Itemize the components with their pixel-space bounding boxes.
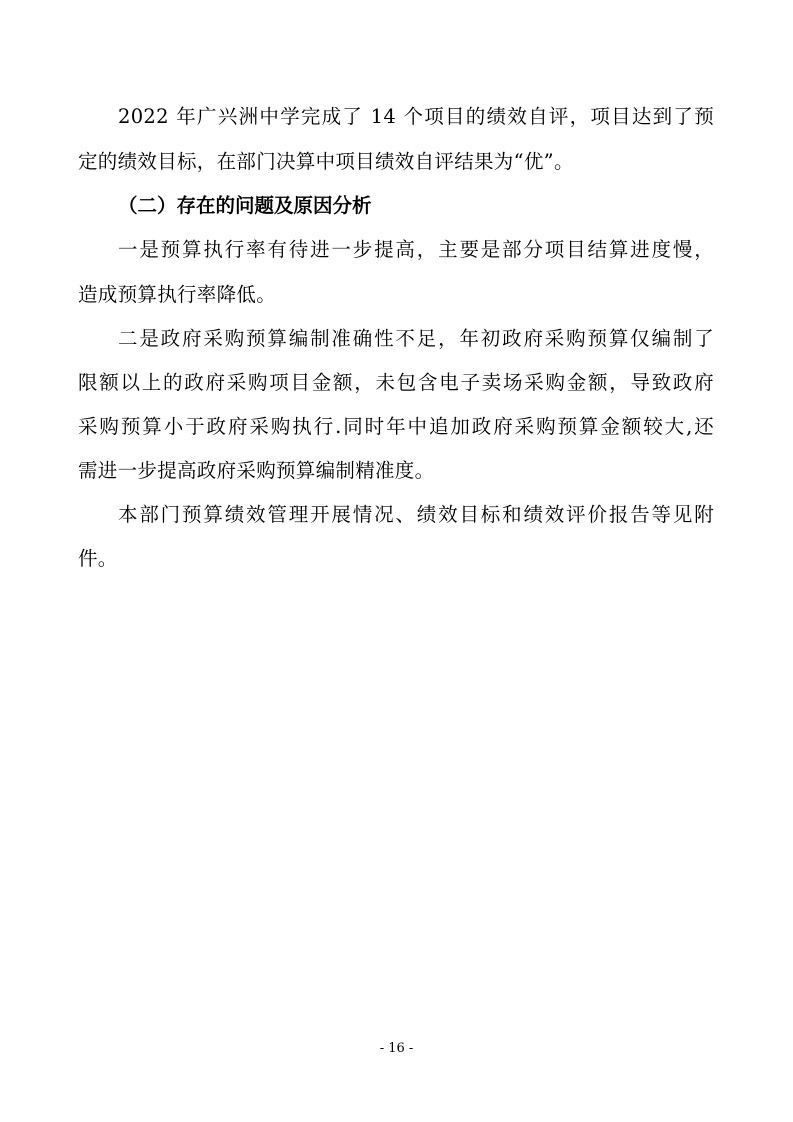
paragraph-2-line-1: 一是预算执行率有待进一步提高，主要是部分项目结算进度慢， <box>118 238 714 261</box>
section-heading: （二）存在的问题及原因分析 <box>118 194 372 217</box>
paragraph-4-line-2: 件。 <box>78 547 118 570</box>
paragraph-1-line-2: 定的绩效目标，在部门决算中项目绩效自评结果为“优”。 <box>78 150 574 173</box>
paragraph-3-line-4: 需进一步提高政府采购预算编制精准度。 <box>78 459 435 482</box>
paragraph-3-line-1: 二是政府采购预算编制准确性不足，年初政府采购预算仅编制了 <box>118 327 714 350</box>
paragraph-3-line-2: 限额以上的政府采购项目金额，未包含电子卖场采购金额，导致政府 <box>78 371 714 394</box>
paragraph-3-line-3: 采购预算小于政府采购执行.同时年中追加政府采购预算金额较大,还 <box>78 415 714 438</box>
page-number: - 16 - <box>379 1041 414 1056</box>
paragraph-1-line-1: 2022 年广兴洲中学完成了 14 个项目的绩效自评，项目达到了预 <box>118 105 714 128</box>
paragraph-4-line-1: 本部门预算绩效管理开展情况、绩效目标和绩效评价报告等见附 <box>118 503 714 526</box>
paragraph-2-line-2: 造成预算执行率降低。 <box>78 283 277 306</box>
